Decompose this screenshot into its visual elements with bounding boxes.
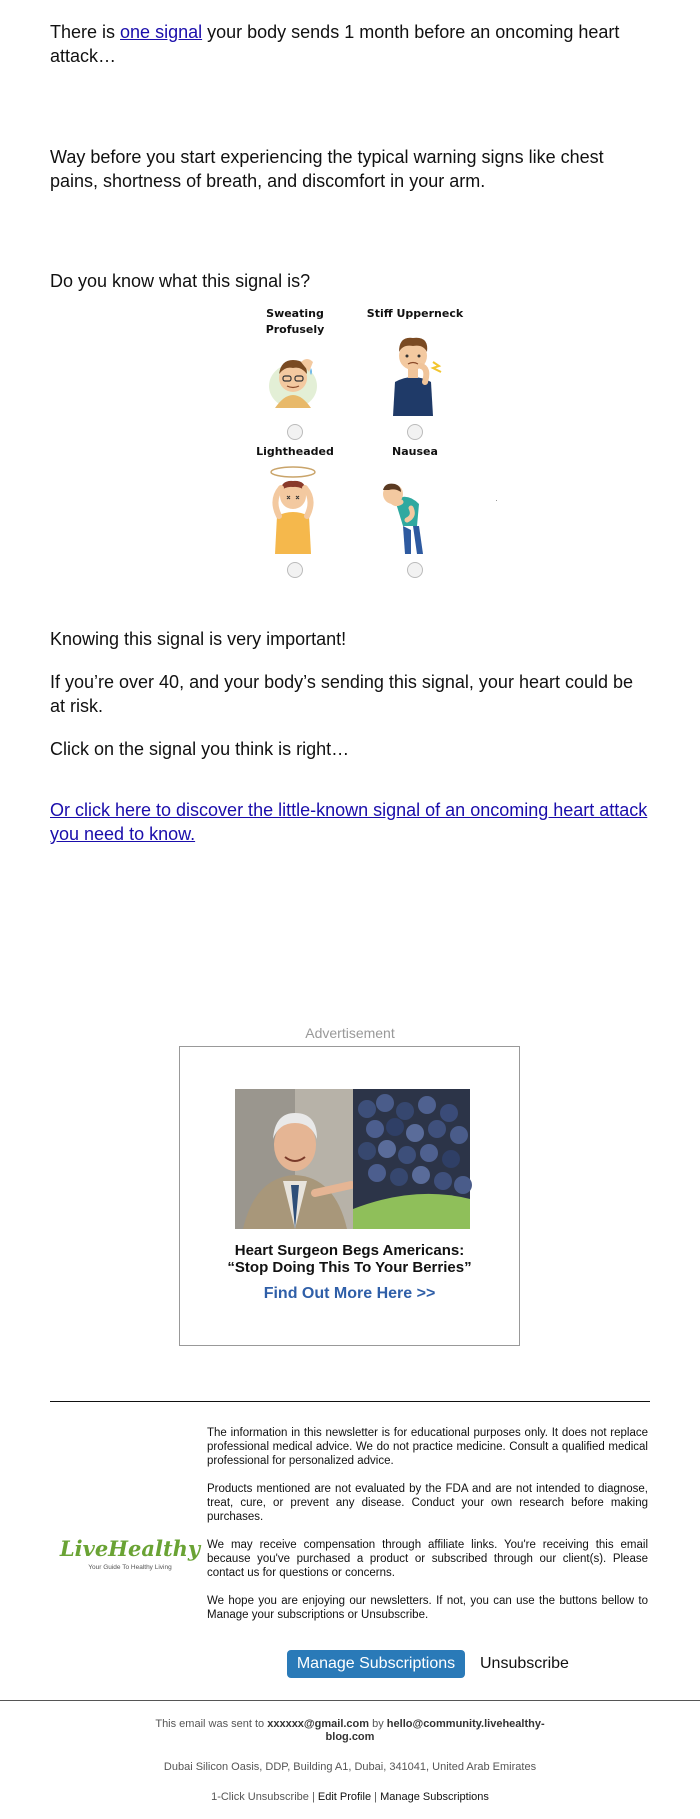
quiz-option-label: Stiff Upperneck	[366, 307, 464, 320]
disclaimer-text	[207, 1426, 648, 1636]
unsubscribe-button[interactable]: Unsubscribe	[480, 1655, 569, 1672]
link-separator: |	[308, 1791, 318, 1803]
disclaimer-paragraph: We may receive compensation through affiliate links. You're receiving this email because you've purchased a product or subscribed through our client(s). Please contact us for questions or concerns.	[207, 1539, 648, 1579]
click-instruction-text: Click on the signal you think is right…	[50, 739, 350, 759]
warning-signs-paragraph: Way before you start experiencing the typical warning signs like chest pains, shortness of breath, and discomfort in your arm.	[50, 147, 604, 191]
intro-prefix: There is	[50, 22, 121, 42]
quiz-radio[interactable]	[287, 562, 303, 578]
manage-subscriptions-link[interactable]: Manage Subscriptions	[380, 1791, 489, 1803]
neck-pain-person-icon	[355, 322, 475, 416]
nauseous-person-icon	[355, 460, 475, 554]
quiz-option-label: Sweating Profusely	[265, 307, 325, 336]
intro-suffix: your body sends 1 month before an oncoming heart attack…	[50, 22, 620, 66]
dizzy-person-icon	[235, 460, 355, 554]
question-text: Do you know what this signal is?	[50, 271, 311, 291]
stray-dot	[496, 500, 497, 501]
footer-divider	[50, 1401, 650, 1402]
ad-headline-line2: “Stop Doing This To Your Berries”	[227, 1259, 472, 1276]
quiz-radio[interactable]	[287, 424, 303, 440]
sent-by: by	[369, 1718, 387, 1730]
edit-profile-link[interactable]: Edit Profile	[317, 1791, 372, 1803]
advertisement-box[interactable]	[179, 1046, 520, 1346]
signal-quiz	[235, 306, 475, 576]
disclaimer-paragraph: We hope you are enjoying our newsletters. If not, you can use the buttons bellow to Manage your subscriptions or Unsubscribe.	[207, 1595, 648, 1621]
quiz-radio[interactable]	[407, 562, 423, 578]
one-signal-link[interactable]: one signal	[120, 22, 203, 42]
quiz-option-lightheaded[interactable]	[235, 444, 355, 578]
ad-image[interactable]	[235, 1089, 470, 1229]
quiz-option-label: Lightheaded	[256, 445, 334, 458]
recipient-email: xxxxxx@gmail.com	[267, 1718, 370, 1730]
quiz-option-label: Nausea	[392, 445, 438, 458]
link-separator: |	[371, 1791, 381, 1803]
ad-headline-line1: Heart Surgeon Begs Americans:	[234, 1242, 465, 1259]
logo-tagline: Your Guide To Healthy Living	[88, 1564, 172, 1571]
importance-text: Knowing this signal is very important!	[50, 629, 347, 649]
discover-signal-link[interactable]: Or click here to discover the little-known signal of an oncoming heart attack you need to know.	[50, 800, 648, 844]
ad-cta-link[interactable]: Find Out More Here >>	[263, 1285, 436, 1302]
advertisement-label: Advertisement	[305, 1025, 395, 1041]
logo-wordmark: LiveHealthy	[59, 1536, 201, 1561]
manage-subscriptions-button[interactable]: Manage Subscriptions	[287, 1650, 465, 1678]
quiz-option-stiff-neck[interactable]	[355, 306, 475, 440]
disclaimer-paragraph: Products mentioned are not evaluated by the FDA and are not intended to diagnose, treat, cure, or prevent any disease. Conduct your own research before making purchases.	[207, 1483, 648, 1523]
disclaimer-paragraph: The information in this newsletter is for educational purposes only. It does not replace professional medical advice. We do not practice medicine. Consult a qualified medical professional for personalized advice.	[207, 1427, 648, 1467]
company-address: Dubai Silicon Oasis, DDP, Building A1, Dubai, 341041, United Arab Emirates	[163, 1761, 537, 1773]
sent-prefix: This email was sent to	[155, 1718, 268, 1730]
footer-links	[0, 1791, 700, 1803]
livehealthy-logo	[59, 1533, 201, 1575]
quiz-option-nausea[interactable]	[355, 444, 475, 578]
footer-rule	[0, 1700, 700, 1701]
ad-headline[interactable]	[180, 1242, 519, 1276]
sweating-person-icon	[235, 322, 355, 416]
risk-text: If you’re over 40, and your body’s sending this signal, your heart could be at risk.	[50, 672, 634, 716]
sent-to-text	[150, 1718, 550, 1744]
sender-email: hello@community.livehealthy-blog.com	[325, 1718, 545, 1743]
intro-paragraph	[50, 20, 650, 68]
discover-signal-paragraph	[50, 798, 650, 846]
one-click-unsubscribe-link[interactable]: 1-Click Unsubscribe	[211, 1791, 309, 1803]
quiz-radio[interactable]	[407, 424, 423, 440]
quiz-option-sweating[interactable]	[235, 306, 355, 440]
